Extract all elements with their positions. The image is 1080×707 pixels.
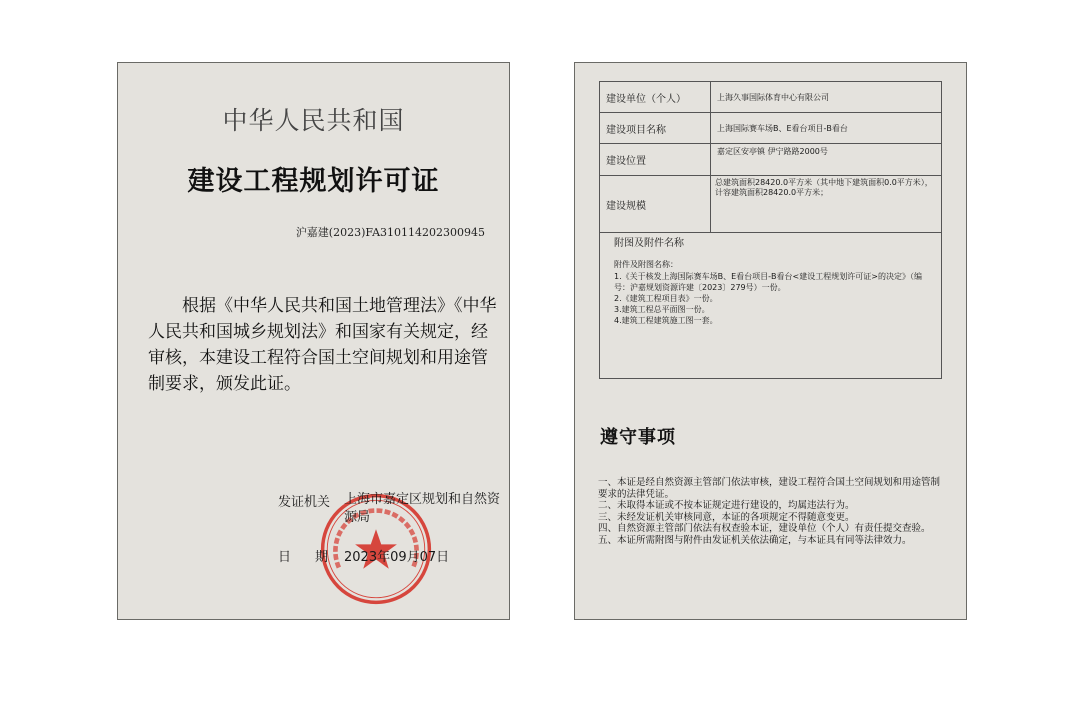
row-value: 总建筑面积28420.0平方米（其中地下建筑面积0.0平方米），计容建筑面积28420.0平方米； <box>711 176 942 233</box>
attachment-item: 1.《关于核发上海国际赛车场B、E看台项目-B看台<建设工程规划许可证>的决定》（编号：沪嘉规划资源许建〔2023〕279号）一份。 <box>614 272 922 292</box>
country-name: 中华人民共和国 <box>222 106 405 135</box>
certificate-body-text: 根据《中华人民共和国土地管理法》《中华人民共和国城乡规划法》和国家有关规定，经审核，本建设工程符合国土空间规划和用途管制要求，颁发此证。 <box>148 296 497 394</box>
row-label: 建设位置 <box>600 144 711 176</box>
date-label <box>278 546 328 565</box>
row-label: 建设规模 <box>600 176 711 233</box>
table-row <box>600 176 942 233</box>
notice-item: 四、自然资源主管部门依法有权查验本证，建设单位（个人）有责任提交查验。 <box>598 523 931 534</box>
notice-item: 二、未取得本证或不按本证规定进行建设的，均属违法行为。 <box>598 500 855 511</box>
date-label-char-1: 日 <box>278 550 292 565</box>
attachment-item: 3.建筑工程总平面图一份。 <box>614 305 710 314</box>
table-row <box>600 113 942 144</box>
certificate-body <box>148 293 500 397</box>
date-label-char-2: 期 <box>315 550 329 565</box>
certificate-number: 沪嘉建(2023)FA310114202300945 <box>295 226 485 239</box>
attachments-box <box>599 232 942 379</box>
row-label: 建设单位（个人） <box>600 82 711 113</box>
notice-item: 五、本证所需附图与附件由发证机关依法确定，与本证具有同等法律效力。 <box>598 534 912 546</box>
row-value: 嘉定区安亭镇 伊宁路路2000号 <box>711 144 942 176</box>
issuer-label: 发证机关 <box>278 495 331 510</box>
attachment-item: 2.《建筑工程项目表》一份。 <box>614 294 718 303</box>
notice-title: 遵守事项 <box>600 427 676 448</box>
issuer-value: 上海市嘉定区规划和自然资源局 <box>344 492 501 525</box>
project-info-table <box>599 81 942 233</box>
certificate-back-page <box>574 62 967 620</box>
notice-list <box>598 477 946 546</box>
row-label: 建设项目名称 <box>600 113 711 144</box>
row-value: 上海久事国际体育中心有限公司 <box>711 82 942 113</box>
notice-item: 三、未经发证机关审核同意，本证的各项规定不得随意变更。 <box>598 511 855 523</box>
certificate-front-page <box>117 62 510 620</box>
attachments-subheading: 附件及附图名称： <box>614 260 678 269</box>
attachments-heading: 附图及附件名称 <box>614 238 684 249</box>
issue-date: 2023年09月07日 <box>344 550 450 565</box>
attachment-item: 4.建筑工程建筑施工图一套。 <box>614 316 718 325</box>
table-row <box>600 82 942 113</box>
notice-item: 一、本证是经自然资源主管部门依法审核，建设工程符合国土空间规划和用途管制要求的法律凭证。 <box>598 477 941 500</box>
table-row <box>600 144 942 176</box>
row-value: 上海国际赛车场B、E看台项目-B看台 <box>711 113 942 144</box>
certificate-title: 建设工程规划许可证 <box>187 166 440 197</box>
